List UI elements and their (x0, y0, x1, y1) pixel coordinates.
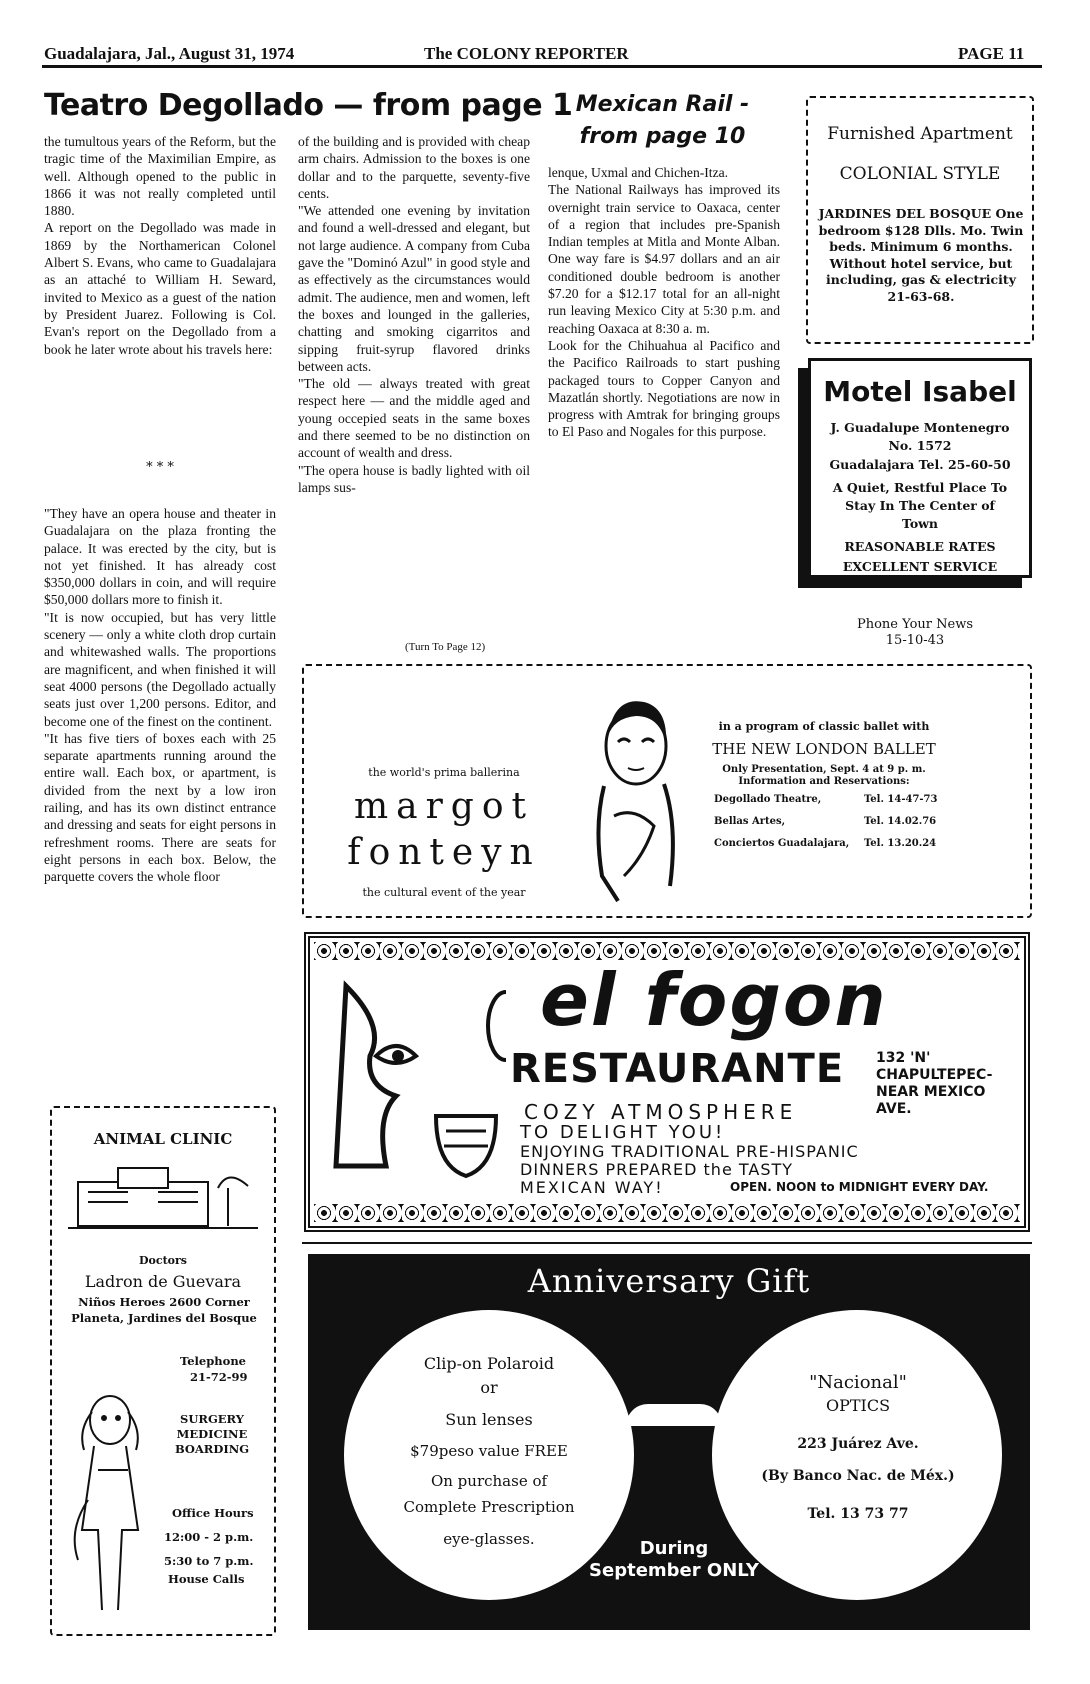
apartment-body: JARDINES DEL BOSQUE One bedroom $128 Dlls. Mo. Twin beds. Minimum 6 months. Without hotel service, but including, gas & electricity 21-63-68. (818, 206, 1024, 304)
clinic-tel-label: Telephone (180, 1354, 246, 1368)
ballet-venue-tel: Tel. 14.02.76 (864, 816, 937, 827)
optics-banner: Anniversary Gift (527, 1262, 811, 1300)
clinic-title: ANIMAL CLINIC (93, 1130, 233, 1148)
fogon-border-pattern (314, 1204, 1020, 1222)
ballerina-portrait (574, 676, 694, 906)
teatro-headline: Teatro Degollado — from page 1 (44, 88, 573, 123)
ballet-left-bottom: the cultural event of the year (362, 886, 526, 899)
teatro-column-2: of the building and is provided with cheap arm chairs. Admission to the boxes is one dollar and to the parquette, seventy-five cents. "We attended one evening by invitation and found a well-dressed and elegant, but not large audience. A company from Cuba gave the "Dominó Azul" in good style and as effectively as the circumstances would admit. The audience, men and women, left the boxes and lounged in the galleries, chatting and smoking cigarritos and sipping fruit-syrup flavored drinks between acts. "The old — always treated with great respect here — and the middle aged and young occepied seats in the same boxes and there seemed to be no distinction on account of wealth and dress. "The opera house is badly lighted with oil lamps sus- (298, 134, 530, 495)
page-number: PAGE 11 (958, 44, 1025, 63)
apartment-title: Furnished Apartment (827, 124, 1013, 144)
motel-rates: REASONABLE RATES (844, 539, 996, 554)
teatro-column-1b: "They have an opera house and theater in Guadalajara on the plaza fronting the palace. It was erected by the city, but is not yet finished. It has already cost $350,000 dollars in coin, and will require $50,000 dollars more to finish it. "It is now occupied, but has very little scenery — only a white cloth drop curtain and whitewashed walls. The proportions are magnificent, and when finished it will seat 4000 persons (the Degollado actually seats just over 1,200 persons. Editor, and become one of the finest on the continent. "It has five tiers of boxes each with 25 separate apartments running around the entire wall. Each box, or apartment, is divided from the next by a low iron railing, and has its own distinct entrance and dressing and seats for eight persons in refreshment rooms. There are seats for eight persons in each box. Below, the parquette covers the whole floor (44, 506, 276, 885)
glasses-bridge (626, 1404, 722, 1426)
rail-headline-1: Mexican Rail - (575, 92, 750, 117)
motel-tagline: A Quiet, Restful Place To Stay In The Center of Town (832, 480, 1008, 531)
ballet-venue-name: Conciertos Guadalajara, (714, 838, 850, 849)
fogon-hours: OPEN. NOON to MIDNIGHT EVERY DAY. (730, 1180, 989, 1194)
clinic-tel: 21-72-99 (190, 1370, 248, 1384)
optics-left-1: Clip-on Polaroid (423, 1354, 555, 1373)
optics-left-2: or (480, 1378, 498, 1397)
turn-to-page: (Turn To Page 12) (405, 641, 486, 653)
motel-service: EXCELLENT SERVICE (842, 559, 998, 574)
clinic-hours-2: 5:30 to 7 p.m. (164, 1554, 254, 1568)
clinic-hours-1: 12:00 - 2 p.m. (164, 1530, 254, 1544)
ballet-venue-tel: Tel. 14-47-73 (864, 794, 938, 805)
ballet-name-2: fonteyn (347, 832, 541, 873)
rail-body: lenque, Uxmal and Chichen-Itza. The National Railways has improved its overnight train service to Oaxaca, center of a region that includes pre-Spanish Indian temples at Mitla and Monte Alban. One way fare is $4.97 dollars and an air conditioned double bedroom is another $7.20 for a $12.17 total for an all-night run leaving Mexico City at 5:30 p.m. and reaching Oaxaca at 8:30 a. m. Look for the Chihuahua al Pacifico and the Pacifico Railroads to start pushing packaged tours to Copper Canyon and Mazatlán shortly. Negotiations are now in progress with Amtrak for bringing groups to El Paso and Nogales for this purpose. (548, 165, 780, 440)
fogon-line-5: MEXICAN WAY! (520, 1178, 664, 1197)
fogon-line-3: ENJOYING TRADITIONAL PRE-HISPANIC (520, 1142, 859, 1161)
fogon-name: el fogon (540, 958, 888, 1042)
ballet-venue-name: Bellas Artes, (714, 816, 786, 827)
fogon-ad (304, 932, 1030, 1232)
section-stars: * * * (146, 460, 174, 475)
optics-left-3: Sun lenses (445, 1410, 533, 1429)
ballet-ad (302, 664, 1032, 918)
fogon-restaurante: RESTAURANTE (510, 1046, 845, 1092)
divider-rule (302, 1242, 1032, 1244)
clinic-house-calls: House Calls (168, 1572, 245, 1586)
clinic-name: Ladron de Guevara (84, 1272, 242, 1291)
ballet-name-1: margot (354, 786, 534, 827)
ballet-left-top: the world's prima ballerina (368, 766, 520, 779)
face-drawing (326, 966, 506, 1202)
motel-name: Motel Isabel (823, 375, 1017, 408)
ballet-right-top: in a program of classic ballet with (718, 720, 930, 733)
clinic-building-drawing (68, 1158, 258, 1238)
optics-during: During September ONLY (589, 1538, 759, 1581)
optics-left-4: $79peso value FREE (410, 1442, 568, 1460)
optics-left-6: Complete Prescription (403, 1498, 575, 1516)
dateline: Guadalajara, Jal., August 31, 1974 (44, 44, 295, 63)
ballet-only: Only Presentation, Sept. 4 at 9 p. m. (722, 764, 926, 775)
motel-city: Guadalajara Tel. 25-60-50 (829, 457, 1011, 472)
clinic-services: SURGERY MEDICINE BOARDING (174, 1412, 250, 1456)
ballet-info: Information and Reservations: (738, 776, 910, 787)
optics-right-2: OPTICS (825, 1396, 891, 1415)
ballet-company: THE NEW LONDON BALLET (712, 740, 936, 758)
optics-ad (308, 1254, 1030, 1630)
fogon-line-1: COZY ATMOSPHERE (524, 1100, 798, 1124)
paper-name: The COLONY REPORTER (424, 44, 629, 63)
clinic-hours-label: Office Hours (172, 1506, 254, 1520)
optics-right-5: Tel. 13 73 77 (807, 1506, 909, 1522)
optics-left-5: On purchase of (430, 1472, 548, 1490)
optics-right-1: "Nacional" (809, 1372, 907, 1393)
optics-right-3: 223 Juárez Ave. (797, 1436, 919, 1452)
teatro-column-1a: the tumultous years of the Reform, but the tragic time of the Maximilian Empire, as well. Although opened to the public in 1866 it was not really completed until 1880. A report on the Degollado was made in 1869 by the Northamerican Colonel Albert S. Evans, who came to Guadalajara as an attaché to William H. Seward, invited to Mexico as a guest of the nation by President Juarez. Following is Col. Evan's report on the Degollado from a book he later wrote about his travels here: (44, 134, 276, 357)
motel-address: J. Guadalupe Montenegro No. 1572 (830, 420, 1010, 453)
optics-right-4: (By Banco Nac. de Méx.) (761, 1468, 955, 1484)
optics-left-7: eye-glasses. (443, 1530, 535, 1548)
motel-ad (808, 358, 1032, 578)
fogon-line-4: DINNERS PREPARED the TASTY (520, 1160, 794, 1179)
apartment-style: COLONIAL STYLE (839, 164, 1001, 184)
clinic-doctors: Doctors (139, 1254, 187, 1267)
fogon-address: 132 'N' CHAPULTEPEC-NEAR MEXICO AVE. (876, 1050, 993, 1117)
apartment-ad (806, 96, 1034, 344)
clinic-address: Niños Heroes 2600 Corner Planeta, Jardines del Bosque (71, 1295, 257, 1325)
animal-clinic-ad (50, 1106, 276, 1636)
rail-headline-2: from page 10 (579, 124, 746, 149)
dog-doctor-drawing (58, 1390, 158, 1630)
phone-news-label: Phone Your News (856, 617, 973, 632)
header-rule (42, 65, 1042, 68)
ballet-venue-tel: Tel. 13.20.24 (864, 838, 937, 849)
phone-news-number: 15-10-43 (885, 633, 945, 648)
ballet-venue-name: Degollado Theatre, (714, 794, 822, 805)
fogon-line-2: TO DELIGHT YOU! (520, 1122, 726, 1143)
